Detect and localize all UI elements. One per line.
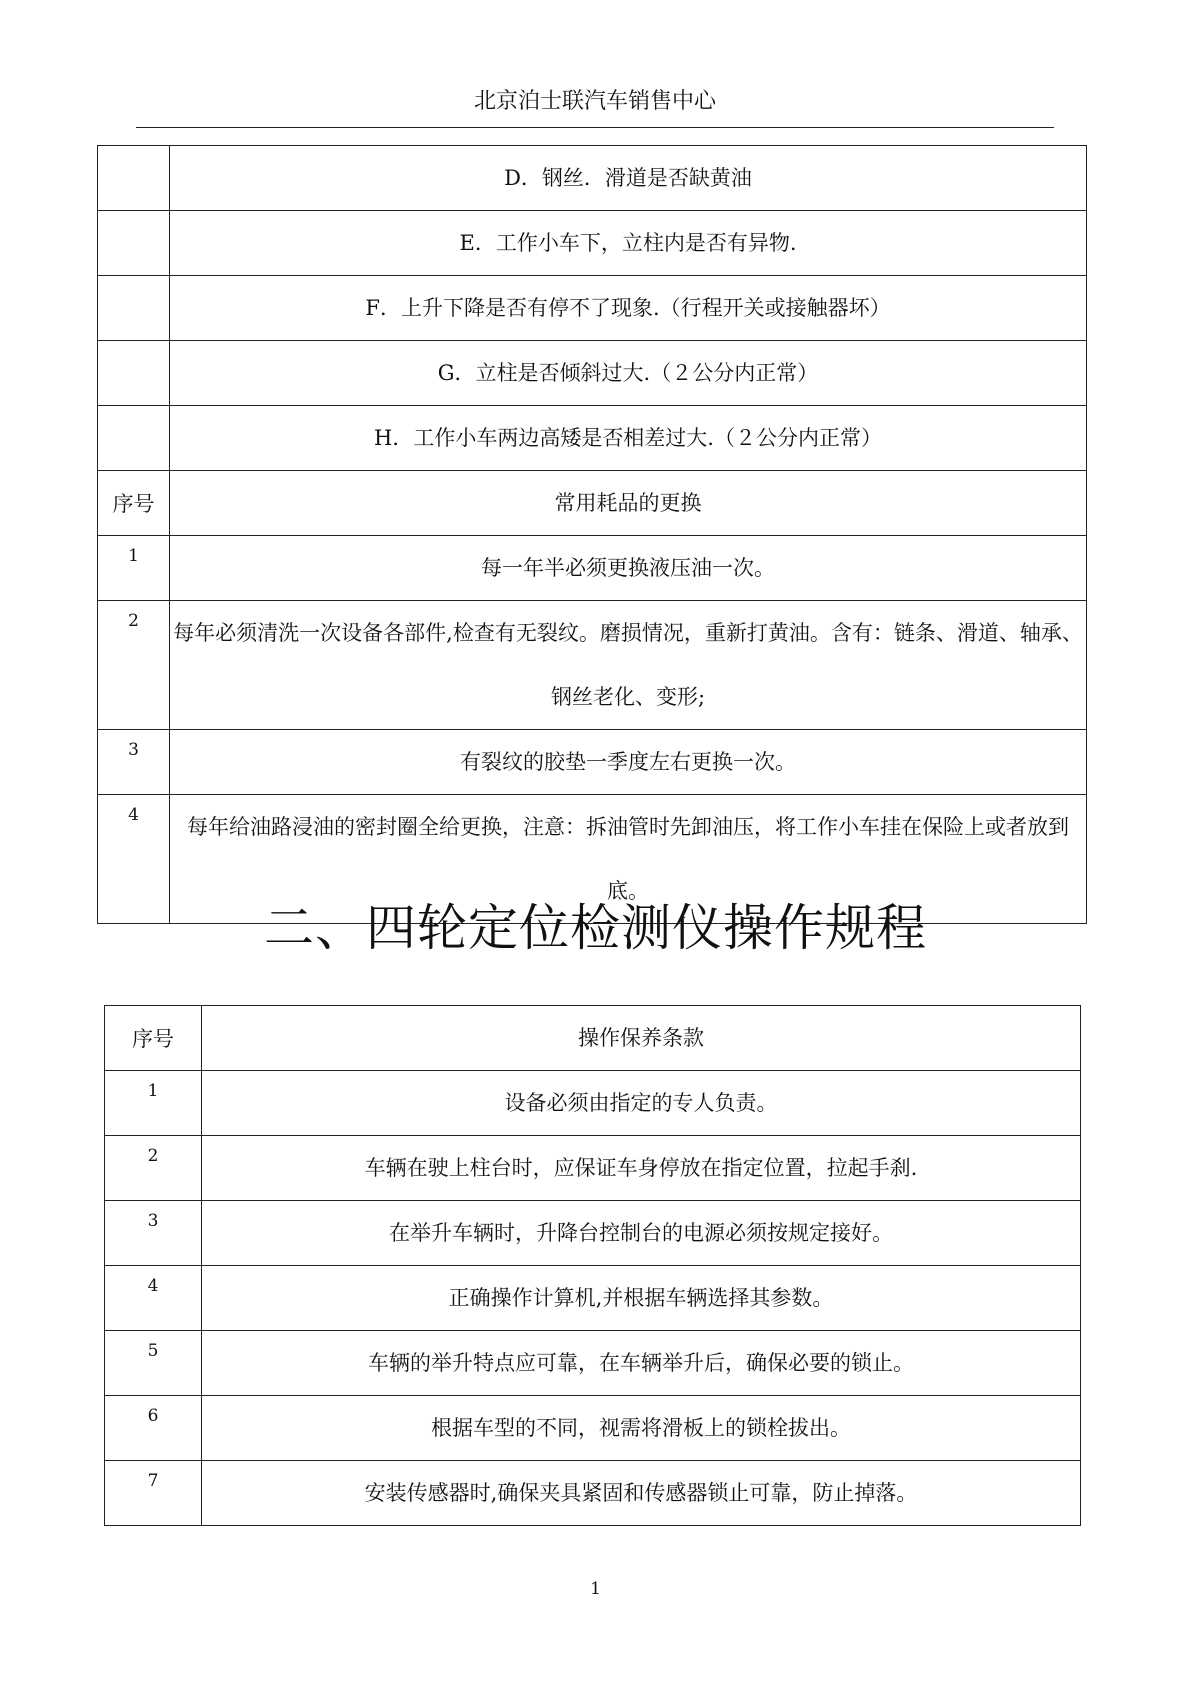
table-row [98, 146, 1087, 211]
row-number: 5 [105, 1331, 202, 1396]
row-text: H．工作小车两边高矮是否相差过大.（２公分内正常） [170, 406, 1087, 471]
row-text: 车辆在驶上柱台时，应保证车身停放在指定位置，拉起手刹. [202, 1136, 1081, 1201]
column-header-number: 序号 [105, 1006, 202, 1071]
row-text: 正确操作计算机,并根据车辆选择其参数。 [202, 1266, 1081, 1331]
header-divider [136, 127, 1054, 128]
row-number: 1 [105, 1071, 202, 1136]
table-row [105, 1266, 1081, 1331]
row-text: 设备必须由指定的专人负责。 [202, 1071, 1081, 1136]
row-number: 6 [105, 1396, 202, 1461]
column-header-text: 常用耗品的更换 [170, 471, 1087, 536]
row-number [98, 276, 170, 341]
row-number: 7 [105, 1461, 202, 1526]
page-header-title: 北京泊士联汽车销售中心 [473, 89, 716, 114]
row-text: F．上升下降是否有停不了现象.（行程开关或接触器坏） [170, 276, 1087, 341]
row-number: 3 [98, 730, 170, 795]
row-text: 每年必须清洗一次设备各部件,检查有无裂纹。磨损情况，重新打黄油。含有：链条、滑道、轴承、钢丝老化、变形; [170, 601, 1087, 730]
row-number [98, 146, 170, 211]
row-text: 根据车型的不同，视需将滑板上的锁栓拔出。 [202, 1396, 1081, 1461]
table-row [105, 1461, 1081, 1526]
table-row [105, 1136, 1081, 1201]
page-number: 1 [590, 1579, 601, 1599]
table-row [105, 1071, 1081, 1136]
row-text: D．钢丝．滑道是否缺黄油 [170, 146, 1087, 211]
table-row [98, 211, 1087, 276]
row-number: 1 [98, 536, 170, 601]
row-text: 在举升车辆时，升降台控制台的电源必须按规定接好。 [202, 1201, 1081, 1266]
row-number: 4 [98, 795, 170, 924]
table-row [98, 730, 1087, 795]
row-text: 安装传感器时,确保夹具紧固和传感器锁止可靠，防止掉落。 [202, 1461, 1081, 1526]
row-number [98, 211, 170, 276]
row-text: 每一年半必须更换液压油一次。 [170, 536, 1087, 601]
row-text: G．立柱是否倾斜过大.（２公分内正常） [170, 341, 1087, 406]
operation-table [104, 1005, 1081, 1526]
row-number [98, 406, 170, 471]
maintenance-table [97, 145, 1087, 924]
table-row [98, 406, 1087, 471]
table-row [98, 601, 1087, 730]
table-row [98, 536, 1087, 601]
row-number: 3 [105, 1201, 202, 1266]
row-number [98, 341, 170, 406]
column-header-number: 序号 [98, 471, 170, 536]
column-header-text: 操作保养条款 [202, 1006, 1081, 1071]
table-row [105, 1201, 1081, 1266]
section-title: 二、四轮定位检测仪操作规程 [264, 899, 927, 957]
table-row [105, 1396, 1081, 1461]
row-number: 4 [105, 1266, 202, 1331]
table-header-row [98, 471, 1087, 536]
table-row [98, 276, 1087, 341]
table-row [105, 1331, 1081, 1396]
row-number: 2 [98, 601, 170, 730]
table-row [98, 341, 1087, 406]
row-text: 有裂纹的胶垫一季度左右更换一次。 [170, 730, 1087, 795]
row-text: 每年给油路浸油的密封圈全给更换，注意：拆油管时先卸油压，将工作小车挂在保险上或者放到底。 [170, 795, 1087, 924]
row-text: 车辆的举升特点应可靠，在车辆举升后，确保必要的锁止。 [202, 1331, 1081, 1396]
table-header-row [105, 1006, 1081, 1071]
row-number: 2 [105, 1136, 202, 1201]
row-text: E．工作小车下，立柱内是否有异物. [170, 211, 1087, 276]
